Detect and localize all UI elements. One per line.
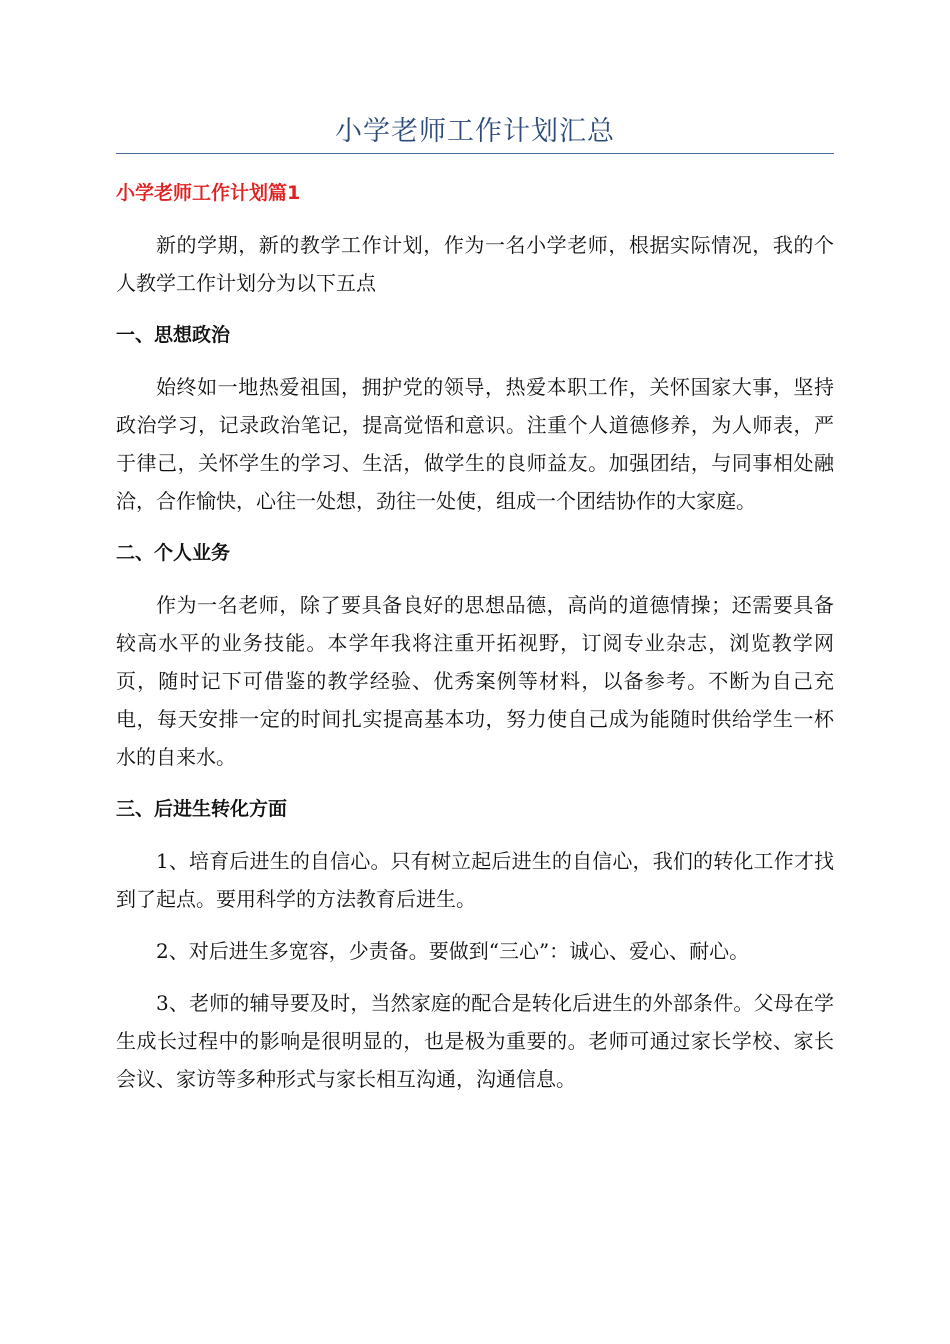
intro-paragraph: 新的学期，新的教学工作计划，作为一名小学老师，根据实际情况，我的个人教学工作计划分为以下五点 bbox=[116, 233, 834, 295]
section-underachievers bbox=[116, 790, 834, 1098]
document-title: 小学老师工作计划汇总 bbox=[335, 116, 615, 147]
section-title: 小学老师工作计划篇1 bbox=[116, 182, 301, 204]
section-heading: 三、后进生转化方面 bbox=[116, 798, 288, 820]
section-personal-skills bbox=[116, 534, 834, 776]
section-politics bbox=[116, 316, 834, 520]
section-heading: 一、思想政治 bbox=[116, 324, 231, 346]
document-body bbox=[116, 174, 834, 1112]
title-divider bbox=[116, 153, 834, 154]
paragraph: 2、对后进生多宽容，少责备。要做到“三心”：诚心、爱心、耐心。 bbox=[156, 939, 750, 963]
paragraph: 3、老师的辅导要及时，当然家庭的配合是转化后进生的外部条件。父母在学生成长过程中的影响是很明显的，也是极为重要的。老师可通过家长学校、家长会议、家访等多种形式与家长相互沟通，沟通信息。 bbox=[116, 991, 834, 1091]
section-heading: 二、个人业务 bbox=[116, 542, 231, 564]
paragraph: 作为一名老师，除了要具备良好的思想品德，高尚的道德情操；还需要具备较高水平的业务技能。本学年我将注重开拓视野，订阅专业杂志，浏览教学网页，随时记下可借鉴的教学经验、优秀案例等材料，以备参考。不断为自己充电，每天安排一定的时间扎实提高基本功，努力使自己成为能随时供给学生一杯水的自来水。 bbox=[116, 593, 834, 769]
paragraph: 始终如一地热爱祖国，拥护党的领导，热爱本职工作，关怀国家大事，坚持政治学习，记录政治笔记，提高觉悟和意识。注重个人道德修养，为人师表，严于律己，关怀学生的学习、生活，做学生的良师益友。加强团结，与同事相处融洽，合作愉快，心往一处想，劲往一处使，组成一个团结协作的大家庭。 bbox=[116, 375, 834, 513]
paragraph: 1、培育后进生的自信心。只有树立起后进生的自信心，我们的转化工作才找到了起点。要用科学的方法教育后进生。 bbox=[116, 849, 834, 911]
